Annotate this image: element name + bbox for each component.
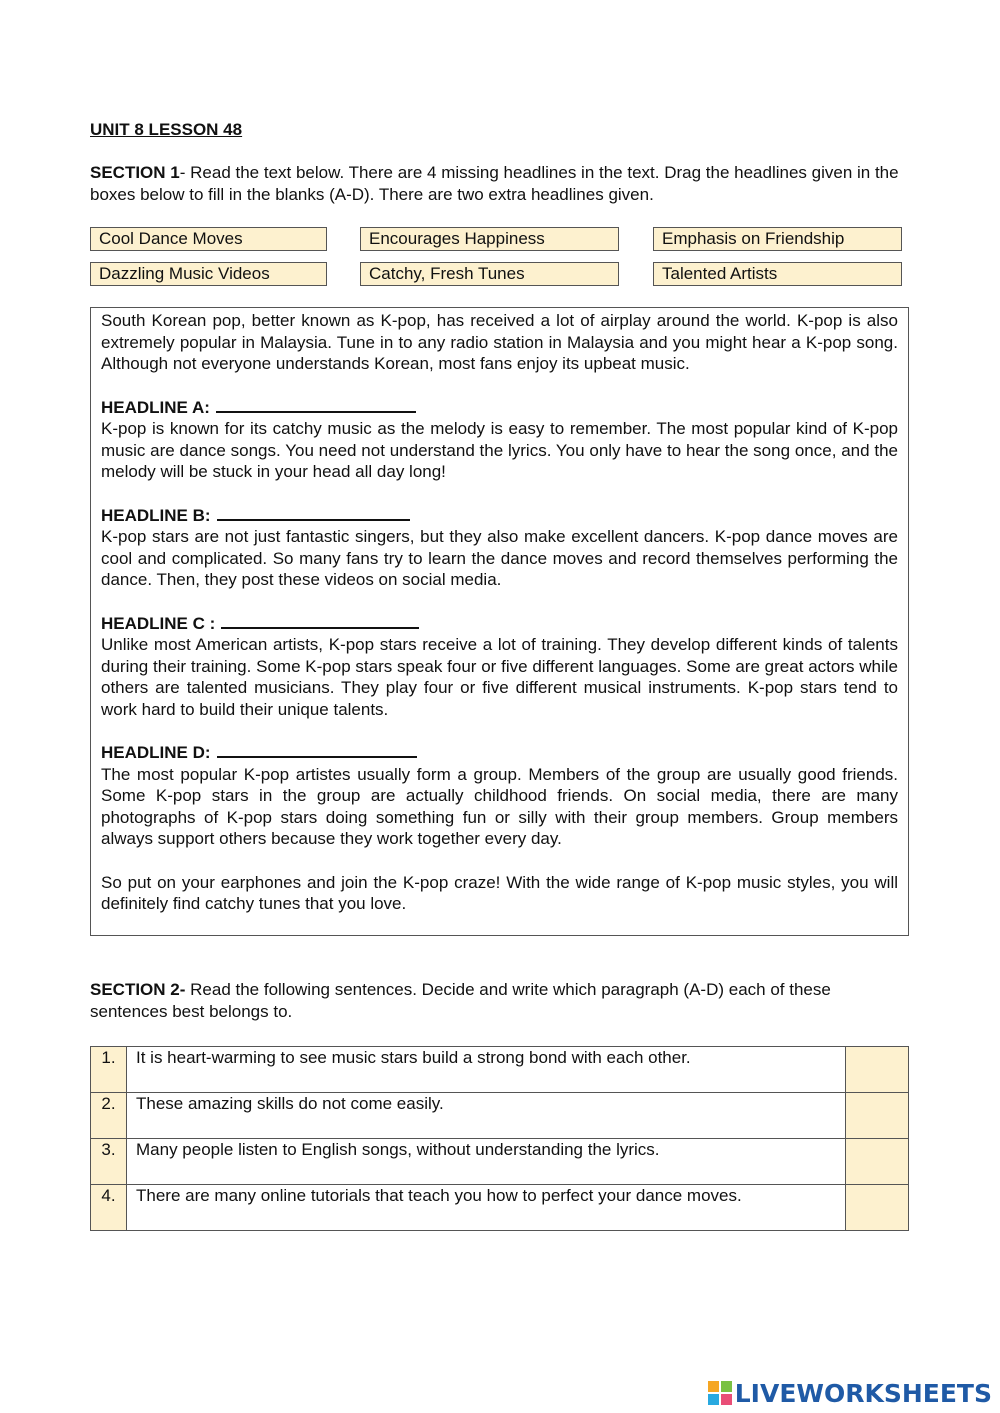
section-2-instruction — [90, 979, 910, 1023]
closing-paragraph: So put on your earphones and join the K-pop craze! With the wide range of K-pop music styles, you will definitely find catchy tunes that you love. — [101, 872, 898, 913]
paragraph-a: K-pop is known for its catchy music as the melody is easy to remember. The most popular kind of K-pop music are dance songs. You need not understand the lyrics. You only have to hear the song once, and the melody will be stuck in your head all day long! — [101, 419, 898, 481]
headline-b-row — [101, 505, 898, 527]
answer-input-1[interactable] — [846, 1047, 909, 1093]
question-number: 3. — [91, 1139, 127, 1185]
headline-c-label: HEADLINE C : — [101, 613, 216, 633]
answer-input-3[interactable] — [846, 1139, 909, 1185]
section-2-label: SECTION 2- — [90, 980, 186, 999]
question-text: There are many online tutorials that teach you how to perfect your dance moves. — [127, 1185, 846, 1231]
headline-a-label: HEADLINE A: — [101, 397, 210, 417]
section-1-text: - Read the text below. There are 4 missing headlines in the text. Drag the headlines given in the boxes below to fill in the blanks (A-D). There are two extra headlines given. — [90, 163, 899, 204]
question-text: These amazing skills do not come easily. — [127, 1093, 846, 1139]
headline-d-label: HEADLINE D: — [101, 743, 211, 762]
headline-c-row — [101, 613, 898, 635]
headline-option-cool-dance-moves[interactable]: Cool Dance Moves — [90, 227, 327, 251]
headline-option-emphasis-on-friendship[interactable]: Emphasis on Friendship — [653, 227, 902, 251]
table-row — [91, 1139, 909, 1185]
question-text: Many people listen to English songs, without understanding the lyrics. — [127, 1139, 846, 1185]
paragraph-c: Unlike most American artists, K-pop stars receive a lot of training. They develop different kinds of talents during their training. Some K-pop stars speak four or five different languages. Some are great actors while others are talented musicians. They play four or five different musical instruments. K-pop stars tend to work hard to build their unique talents. — [101, 635, 898, 719]
table-row — [91, 1185, 909, 1231]
headline-option-talented-artists[interactable]: Talented Artists — [653, 262, 902, 286]
headline-option-catchy-fresh-tunes[interactable]: Catchy, Fresh Tunes — [360, 262, 619, 286]
section-2-text: Read the following sentences. Decide and write which paragraph (A-D) each of these sentences best belongs to. — [90, 980, 831, 1021]
headline-option-dazzling-music-videos[interactable]: Dazzling Music Videos — [90, 262, 327, 286]
headline-b-label: HEADLINE B: — [101, 505, 211, 525]
answer-input-4[interactable] — [846, 1185, 909, 1231]
headline-b-drop-blank[interactable] — [217, 505, 410, 521]
table-row — [91, 1047, 909, 1093]
question-text: It is heart-warming to see music stars build a strong bond with each other. — [127, 1047, 846, 1093]
section-1-label: SECTION 1 — [90, 163, 180, 182]
headline-a-drop-blank[interactable] — [216, 397, 416, 413]
headline-c-drop-blank[interactable] — [221, 613, 419, 629]
paragraph-b: K-pop stars are not just fantastic singers, but they also make excellent dancers. K-pop dance moves are cool and complicated. So many fans try to learn the dance moves and record themselves performing the dance. Then, they post these videos on social media. — [101, 527, 898, 589]
liveworksheets-logo — [708, 1376, 992, 1410]
intro-paragraph: South Korean pop, better known as K-pop, has received a lot of airplay around the world. K-pop is also extremely popular in Malaysia. Tune in to any radio station in Malaysia and you might hear a K-pop song. Although not everyone understands Korean, most fans enjoy its upbeat music. — [101, 311, 898, 373]
question-number: 1. — [91, 1047, 127, 1093]
question-table — [90, 1046, 909, 1231]
headline-d-row — [101, 742, 898, 764]
section-1-instruction — [90, 162, 910, 206]
question-number: 2. — [91, 1093, 127, 1139]
answer-input-2[interactable] — [846, 1093, 909, 1139]
reading-text-box — [90, 307, 909, 936]
headline-option-encourages-happiness[interactable]: Encourages Happiness — [360, 227, 619, 251]
question-number: 4. — [91, 1185, 127, 1231]
paragraph-d: The most popular K-pop artistes usually form a group. Members of the group are usually good friends. Some K-pop stars in the group are actually childhood friends. On social media, there are many photographs of K-pop stars doing something fun or silly with their group members. Group members always support others because they work together every day. — [101, 764, 898, 848]
page-title: UNIT 8 LESSON 48 — [90, 120, 243, 139]
table-row — [91, 1093, 909, 1139]
blocks-icon — [708, 1381, 732, 1405]
headline-a-row — [101, 397, 898, 419]
headline-d-drop-blank[interactable] — [217, 742, 417, 758]
logo-text: LIVEWORKSHEETS — [734, 1378, 992, 1408]
